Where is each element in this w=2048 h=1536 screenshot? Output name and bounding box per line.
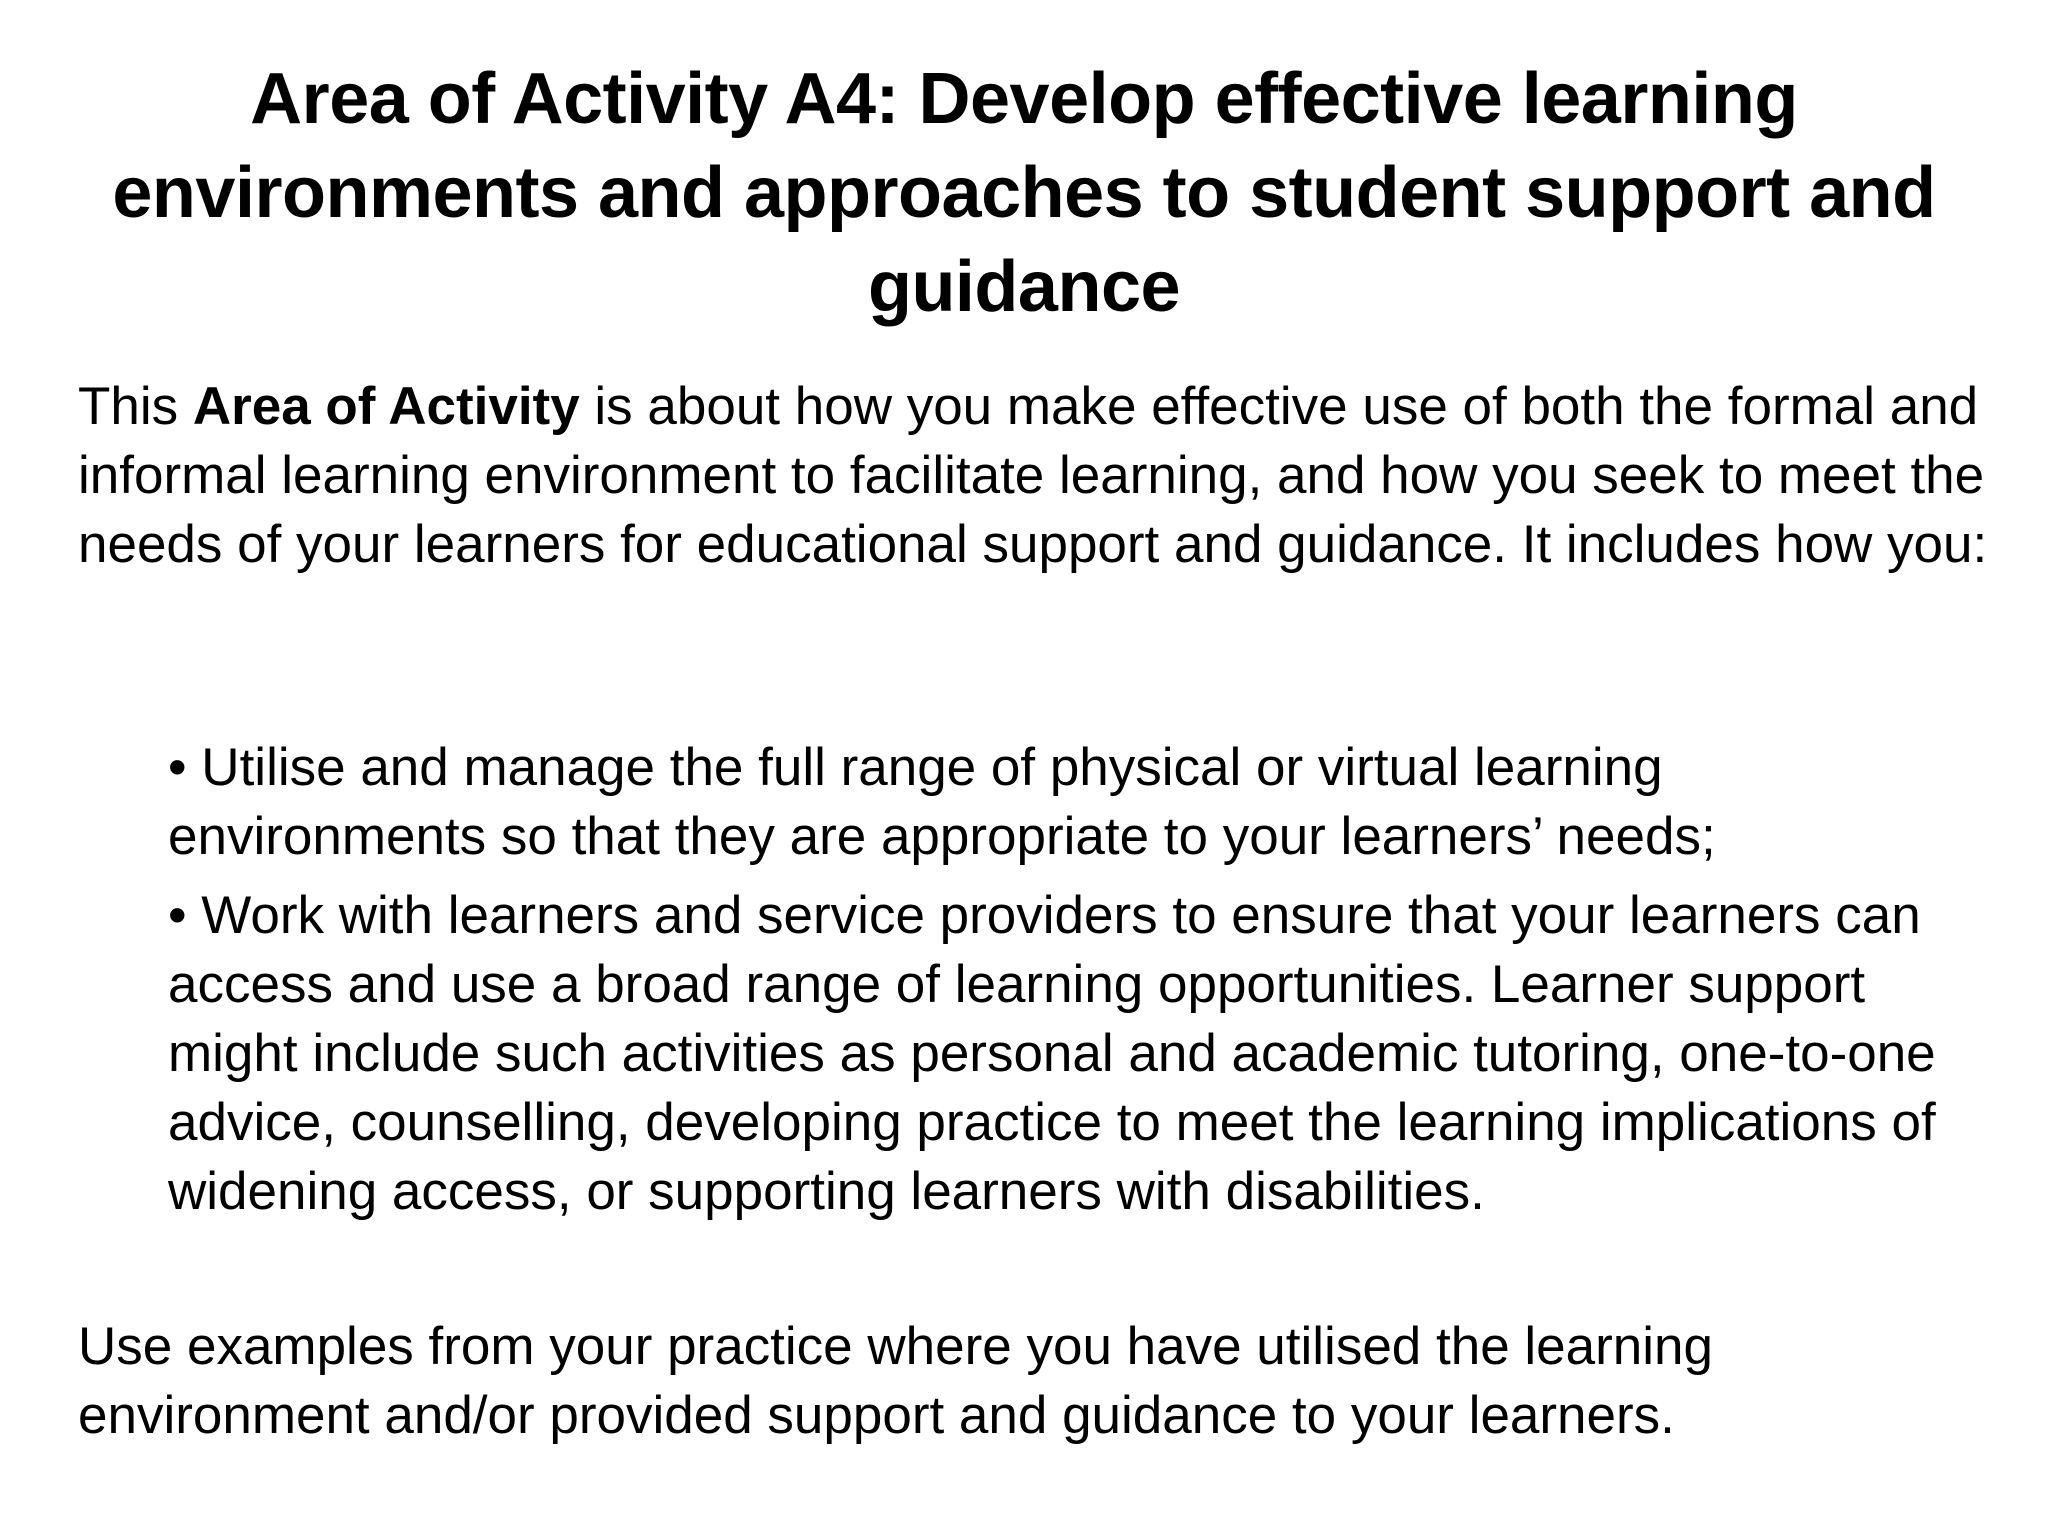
intro-bold-term: Area of Activity xyxy=(192,377,580,436)
bullet-text: Utilise and manage the full range of physical or virtual learning environments so that they are appropriate to your learners’ needs; xyxy=(168,738,1716,866)
bullet-text: Work with learners and service providers to ensure that your learners can access and use a broad range of learning opportunities. Learner support might include such activities as personal and academic tutoring, one-to-one advice, counselling, developing practice to meet the learning implications of widening access, or supporting learners with disabilities. xyxy=(168,886,1936,1221)
intro-prefix: This xyxy=(78,377,193,436)
slide-title: Area of Activity A4: Develop effective learning environments and approaches to student support and guidance xyxy=(112,59,1936,327)
closing-paragraph: Use examples from your practice where you have utilised the learning environment and/or provided support and guidance to your learners. xyxy=(78,1317,1713,1445)
intro-paragraph xyxy=(78,372,1998,579)
bullet-list xyxy=(168,733,1968,1236)
bullet-marker: • xyxy=(168,886,187,945)
intro-suffix: is about how you make effective use of both the formal and informal learning environment to facilitate learning, and how you seek to meet the needs of your learners for educational support and guidance. It includes how you: xyxy=(78,377,1988,574)
bullet-marker: • xyxy=(168,738,187,797)
bullet-item xyxy=(168,881,1968,1226)
bullet-item xyxy=(168,733,1968,871)
